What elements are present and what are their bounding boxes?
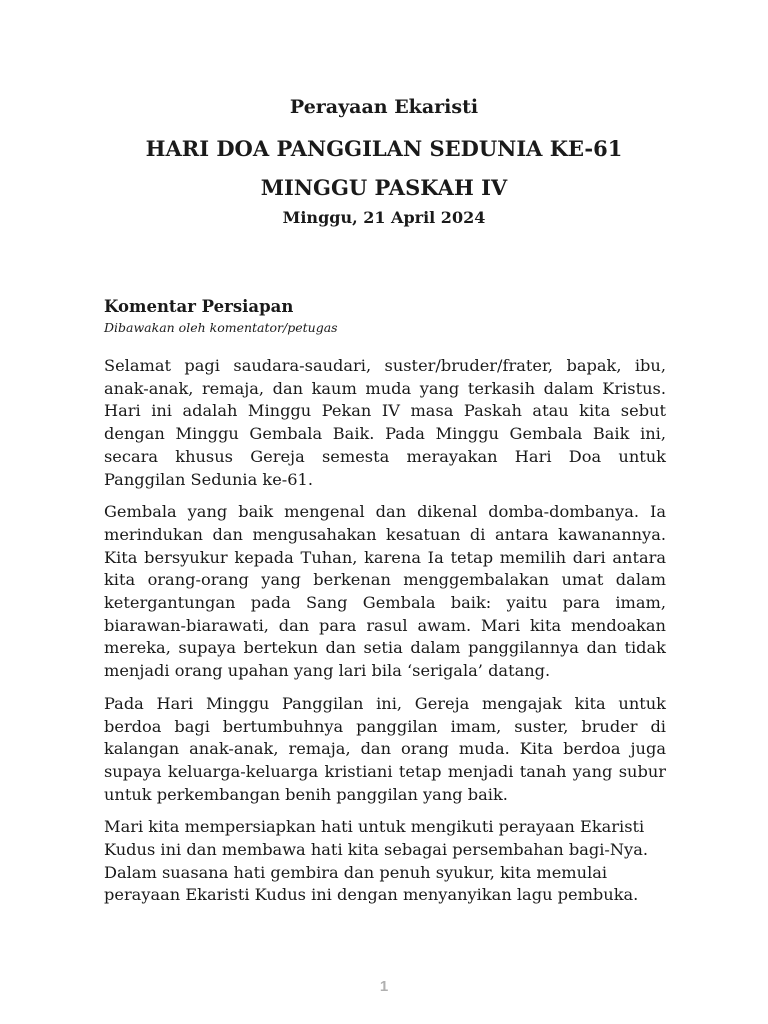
paragraph-1: Selamat pagi saudara-saudari, suster/bruder/frater, bapak, ibu, anak-anak, remaja, dan kaum muda yang terkasih dalam Kristus. Hari ini adalah Minggu Pekan IV masa Paskah atau kita sebut dengan Minggu Gembala Baik. Pada Minggu Gembala Baik ini, secara khusus Gereja semesta merayakan Hari Doa untuk Panggilan Sedunia ke-61. — [104, 356, 666, 489]
document-date: Minggu, 21 April 2024 — [282, 208, 486, 227]
paragraph-2: Gembala yang baik mengenal dan dikenal domba-dombanya. Ia merindukan dan mengusahakan kesatuan di antara kawanannya. Kita bersyukur kepada Tuhan, karena Ia tetap memilih dari antara kita orang-orang yang berkenan menggembalakan umat dalam ketergantungan pada Sang Gembala baik: yaitu para imam, biarawan-biarawati, dan para rasul awam. Mari kita mendoakan mereka, supaya bertekun dan setia dalam panggilannya dan tidak menjadi orang upahan yang lari bila ‘serigala’ datang. — [104, 502, 666, 681]
section-body — [104, 355, 666, 917]
document-title-line-2: MINGGU PASKAH IV — [260, 175, 508, 200]
section-note: Dibawakan oleh komentator/petugas — [104, 320, 338, 335]
document-subtitle: Perayaan Ekaristi — [289, 96, 479, 118]
document-title-line-1: HARI DOA PANGGILAN SEDUNIA KE-61 — [145, 136, 623, 161]
section-heading: Komentar Persiapan — [104, 297, 294, 316]
paragraph-3: Pada Hari Minggu Panggilan ini, Gereja mengajak kita untuk berdoa bagi bertumbuhnya panggilan imam, suster, bruder di kalangan anak-anak, remaja, dan orang muda. Kita berdoa juga supaya keluarga-keluarga kristiani tetap menjadi tanah yang subur untuk perkembangan benih panggilan yang baik. — [104, 693, 666, 804]
page-number: 1 — [379, 978, 389, 995]
paragraph-4: Mari kita mempersiapkan hati untuk mengikuti perayaan Ekaristi Kudus ini dan membawa hati kita sebagai persembahan bagi-Nya. Dalam suasana hati gembira dan penuh syukur, kita memulai perayaan Ekaristi Kudus ini dengan menyanyikan lagu pembuka. — [104, 817, 648, 905]
